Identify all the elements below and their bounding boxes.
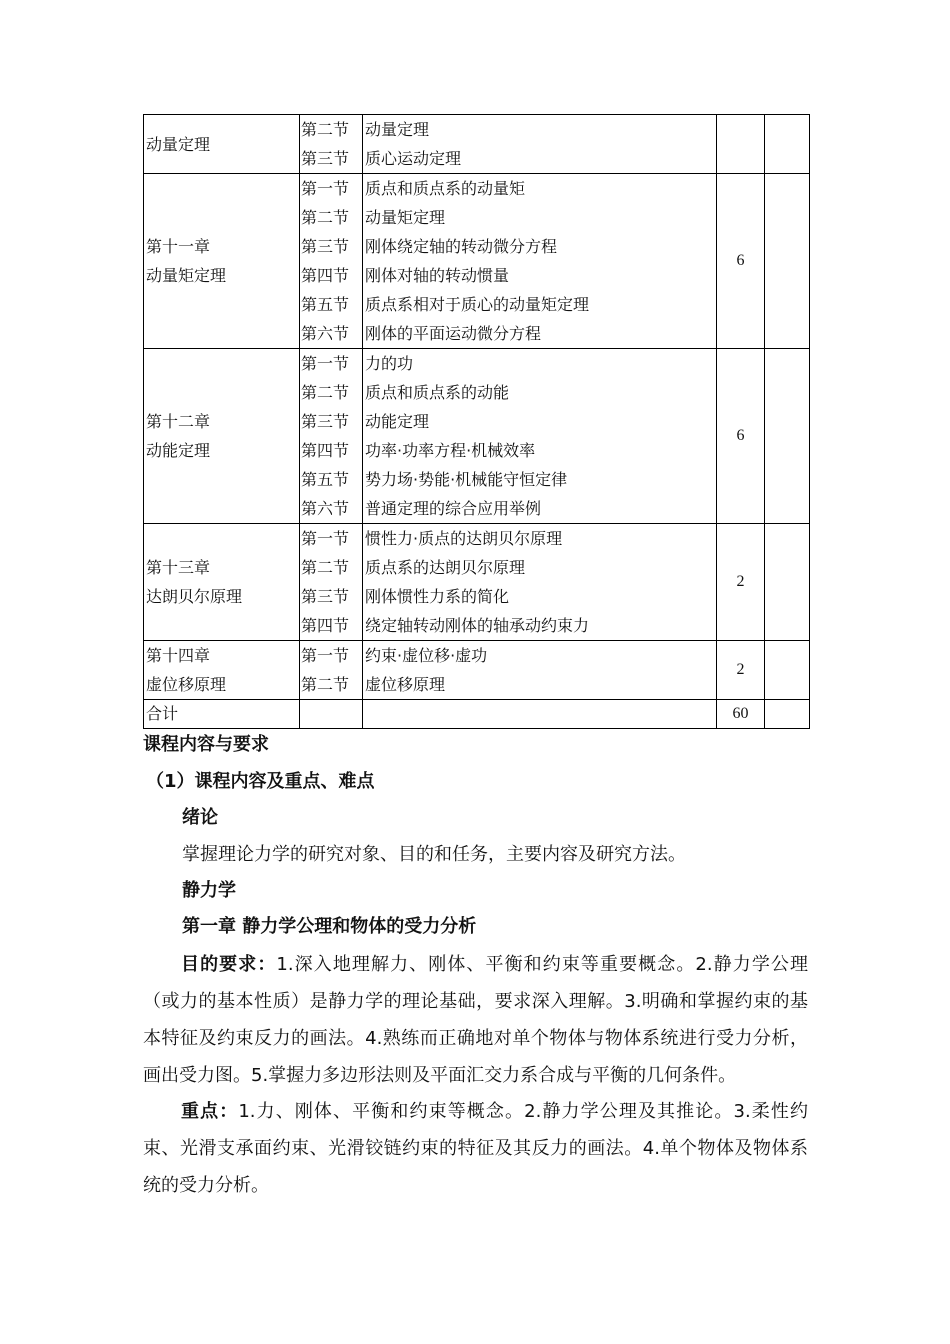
section-title: 质点和质点系的动能 (365, 383, 510, 402)
section-number: 第一节 (301, 354, 350, 373)
section-title: 质点系的达朗贝尔原理 (365, 558, 526, 577)
chapter-cell (144, 349, 300, 524)
chapter-name: 第十四章 (146, 646, 211, 665)
hours-cell: 2 (717, 524, 765, 641)
section-number-cell (300, 174, 363, 349)
chapter-name: 第十二章 (146, 412, 211, 431)
section-number-cell (300, 115, 363, 174)
section-number: 第三节 (301, 412, 350, 431)
chapter-name: 动量定理 (146, 134, 211, 154)
section-title: 惯性力·质点的达朗贝尔原理 (365, 529, 563, 548)
section-title: 质点和质点系的动量矩 (365, 179, 526, 198)
section-number: 第六节 (301, 324, 350, 343)
section-title: 绕定轴转动刚体的轴承动约束力 (365, 616, 590, 635)
section-title: 势力场·势能·机械能守恒定律 (365, 470, 568, 489)
section-number: 第三节 (301, 237, 350, 256)
part-title: 静力学 (182, 880, 236, 901)
section-heading: 课程内容与要求 (143, 734, 269, 755)
chapter-name: 动量矩定理 (146, 266, 227, 285)
remarks-cell (765, 524, 810, 641)
table-row (144, 641, 810, 700)
remarks-cell (765, 700, 810, 729)
chapter-name: 第十三章 (146, 558, 211, 577)
chapter-cell (144, 524, 300, 641)
section-title: 功率·功率方程·机械效率 (365, 441, 536, 460)
section-number: 第二节 (301, 383, 350, 402)
section-number: 第二节 (301, 120, 350, 139)
section-title: 动能定理 (365, 412, 430, 431)
section-title: 虚位移原理 (365, 675, 446, 694)
section-title: 质点系相对于质心的动量矩定理 (365, 295, 590, 314)
section-title: 刚体绕定轴的转动微分方程 (365, 237, 558, 256)
requirements-paragraph (143, 946, 808, 1094)
table-row (144, 174, 810, 349)
chapter-name: 虚位移原理 (146, 675, 227, 694)
total-label: 合计 (144, 700, 300, 729)
subsection-heading: （1）课程内容及重点、难点 (146, 771, 375, 792)
hours-cell (717, 115, 765, 174)
total-hours: 60 (717, 700, 765, 729)
intro-text: 掌握理论力学的研究对象、目的和任务，主要内容及研究方法。 (182, 844, 686, 865)
section-title-cell (363, 174, 717, 349)
section-title: 动量定理 (365, 120, 430, 139)
hours-cell: 6 (717, 349, 765, 524)
section-number: 第一节 (301, 529, 350, 548)
intro-title: 绪论 (182, 807, 218, 828)
section-number: 第二节 (301, 208, 350, 227)
section-number: 第五节 (301, 295, 350, 314)
section-number: 第二节 (301, 675, 350, 694)
section-number: 第三节 (301, 149, 350, 168)
section-number: 第四节 (301, 616, 350, 635)
chapter-name: 第十一章 (146, 237, 211, 256)
table-row (144, 349, 810, 524)
section-title: 约束·虚位移·虚功 (365, 646, 488, 665)
section-number: 第五节 (301, 470, 350, 489)
hours-cell: 2 (717, 641, 765, 700)
section-number: 第四节 (301, 266, 350, 285)
course-schedule-table (143, 114, 810, 729)
chapter-cell (144, 641, 300, 700)
section-title: 刚体惯性力系的简化 (365, 587, 510, 606)
section-title-cell (363, 524, 717, 641)
section-number-cell (300, 524, 363, 641)
section-title: 动量矩定理 (365, 208, 446, 227)
requirements-label: 目的要求： (181, 954, 277, 975)
section-number: 第三节 (301, 587, 350, 606)
remarks-cell (765, 641, 810, 700)
section-title-cell (363, 115, 717, 174)
chapter-name: 达朗贝尔原理 (146, 587, 243, 606)
remarks-cell (765, 115, 810, 174)
section-title: 普通定理的综合应用举例 (365, 499, 542, 518)
section-number: 第一节 (301, 179, 350, 198)
section-title: 力的功 (365, 354, 414, 373)
section-title: 刚体的平面运动微分方程 (365, 324, 542, 343)
section-number: 第一节 (301, 646, 350, 665)
section-title-cell (363, 641, 717, 700)
chapter-name: 动能定理 (146, 441, 211, 460)
keypoints-paragraph (143, 1093, 808, 1204)
section-number-cell (300, 641, 363, 700)
keypoints-label: 重点： (181, 1101, 239, 1122)
empty-cell (363, 700, 717, 729)
requirements-text: 1.深入地理解力、刚体、平衡和约束等重要概念。2.静力学公理（或力的基本性质）是静力学的理论基础，要求深入理解。3.明确和掌握约束的基本特征及约束反力的画法。4.熟练而正确地对单个物体与物体系统进行受力分析，画出受力图。5.掌握力多边形法则及平面汇交力系合成与平衡的几何条件。 (143, 954, 808, 1086)
table-row (144, 115, 810, 174)
section-title: 质心运动定理 (365, 149, 462, 168)
chapter-cell (144, 115, 300, 174)
empty-cell (300, 700, 363, 729)
total-row (144, 700, 810, 729)
hours-cell: 6 (717, 174, 765, 349)
chapter-title: 第一章 静力学公理和物体的受力分析 (182, 916, 477, 937)
section-title-cell (363, 349, 717, 524)
section-number: 第四节 (301, 441, 350, 460)
keypoints-text: 1.力、刚体、平衡和约束等概念。2.静力学公理及其推论。3.柔性约束、光滑支承面约束、光滑铰链约束的特征及其反力的画法。4.单个物体及物体系统的受力分析。 (143, 1101, 808, 1196)
table-row (144, 524, 810, 641)
chapter-cell (144, 174, 300, 349)
remarks-cell (765, 349, 810, 524)
section-number: 第二节 (301, 558, 350, 577)
remarks-cell (765, 174, 810, 349)
section-number-cell (300, 349, 363, 524)
section-number: 第六节 (301, 499, 350, 518)
section-title: 刚体对轴的转动惯量 (365, 266, 510, 285)
